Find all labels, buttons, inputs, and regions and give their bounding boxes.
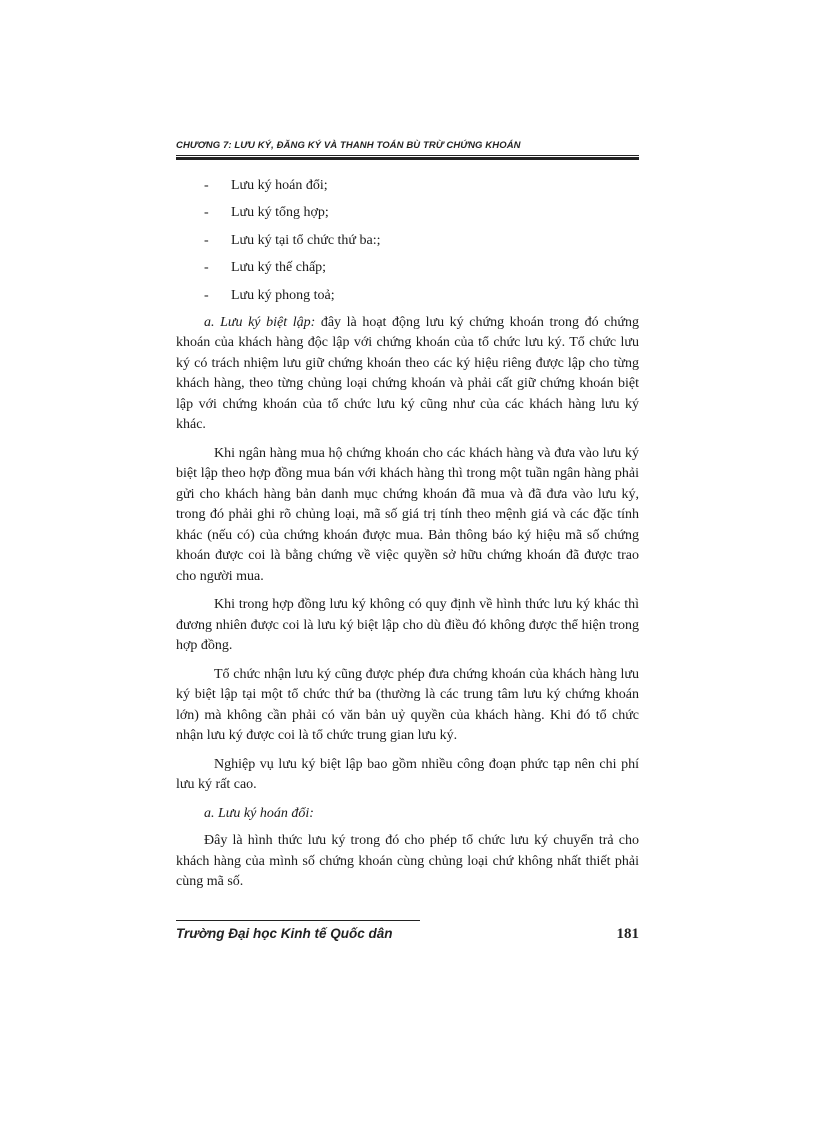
page-footer xyxy=(176,920,639,943)
list-dash: - xyxy=(204,260,209,276)
footer-row xyxy=(176,926,639,943)
paragraph-segregated-custody xyxy=(176,313,639,436)
list-dash: - xyxy=(204,287,209,303)
list-item xyxy=(176,258,639,279)
list-dash: - xyxy=(204,232,209,248)
list-item-text: Lưu ký tổng hợp; xyxy=(231,205,329,221)
paragraph-exchange-custody: Đây là hình thức lưu ký trong đó cho phép tổ chức lưu ký chuyển trả cho khách hàng của mình số chứng khoán cùng chủng loại chứ không nhất thiết phải cùng mã số. xyxy=(176,833,639,890)
subheading-exchange-custody: a. Lưu ký hoán đổi: xyxy=(204,805,314,821)
list-item-text: Lưu ký hoán đổi; xyxy=(231,178,328,193)
footer-divider xyxy=(176,920,420,921)
paragraph-lead-italic: a. Lưu ký biệt lập: xyxy=(204,314,316,330)
page-number: 181 xyxy=(616,926,639,942)
list-item xyxy=(176,203,639,224)
list-item xyxy=(176,286,639,307)
list-item-text: Lưu ký tại tổ chức thứ ba:; xyxy=(231,232,381,248)
paragraph-default-form: Khi trong hợp đồng lưu ký không có quy định về hình thức lưu ký khác thì đương nhiên được coi là lưu ký biệt lập cho dù điều đó không được thể hiện trong hợp đồng. xyxy=(176,597,639,654)
paragraph-cost: Nghiệp vụ lưu ký biệt lập bao gồm nhiều công đoạn phức tạp nên chi phí lưu ký rất cao. xyxy=(176,756,639,793)
paragraph-bank-purchase: Khi ngân hàng mua hộ chứng khoán cho các khách hàng và đưa vào lưu ký biệt lập theo hợp đồng mua bán với khách hàng thì trong một tuần ngân hàng phải gửi cho khách hàng bản danh mục chứng khoán đã mua và đã đưa vào lưu ký, trong đó phải ghi rõ chủng loại, mã số giá trị tính theo mệnh giá và các đặc tính khác (nếu có) của chứng khoán được mua. Bản thông báo ký hiệu mã số chứng khoán được coi là bằng chứng về việc quyền sở hữu chứng khoán đã được trao cho người mua. xyxy=(176,445,639,584)
chapter-title: CHƯƠNG 7: LƯU KÝ, ĐĂNG KÝ VÀ THANH TOÁN BÙ TRỪ CHỨNG KHOÁN xyxy=(176,140,521,151)
list-dash: - xyxy=(204,178,209,193)
paragraph-third-party: Tổ chức nhận lưu ký cũng được phép đưa chứng khoán của khách hàng lưu ký biệt lập tại một tổ chức thứ ba (thường là các trung tâm lưu ký chứng khoán lớn) mà không cần phải có văn bản uỷ quyền của khách hàng. Khi đó tổ chức nhận lưu ký được coi là tổ chức trung gian lưu ký. xyxy=(176,666,639,744)
custody-type-list xyxy=(176,176,639,306)
list-item xyxy=(176,176,639,197)
list-item-text: Lưu ký thế chấp; xyxy=(231,260,327,276)
list-item xyxy=(176,231,639,252)
list-dash: - xyxy=(204,205,209,221)
page-body xyxy=(176,176,639,901)
school-name: Trường Đại học Kinh tế Quốc dân xyxy=(176,926,393,941)
paragraph-text: đây là hoạt động lưu ký chứng khoán trong đó chứng khoán của khách hàng độc lập với chứng khoán của tổ chức lưu ký. Tổ chức lưu ký có trách nhiệm lưu giữ chứng khoán theo các ký hiệu riêng được lập cho từng khách hàng, theo từng chủng loại chứng khoán và phải cất giữ chứng khoán biệt lập với chứng khoán của tổ chức lưu ký cũng như của các khách hàng lưu ký khác. xyxy=(176,314,639,433)
page-header xyxy=(176,140,639,160)
header-divider-thin xyxy=(176,155,639,156)
list-item-text: Lưu ký phong toả; xyxy=(231,287,335,303)
header-divider-thick xyxy=(176,157,639,160)
